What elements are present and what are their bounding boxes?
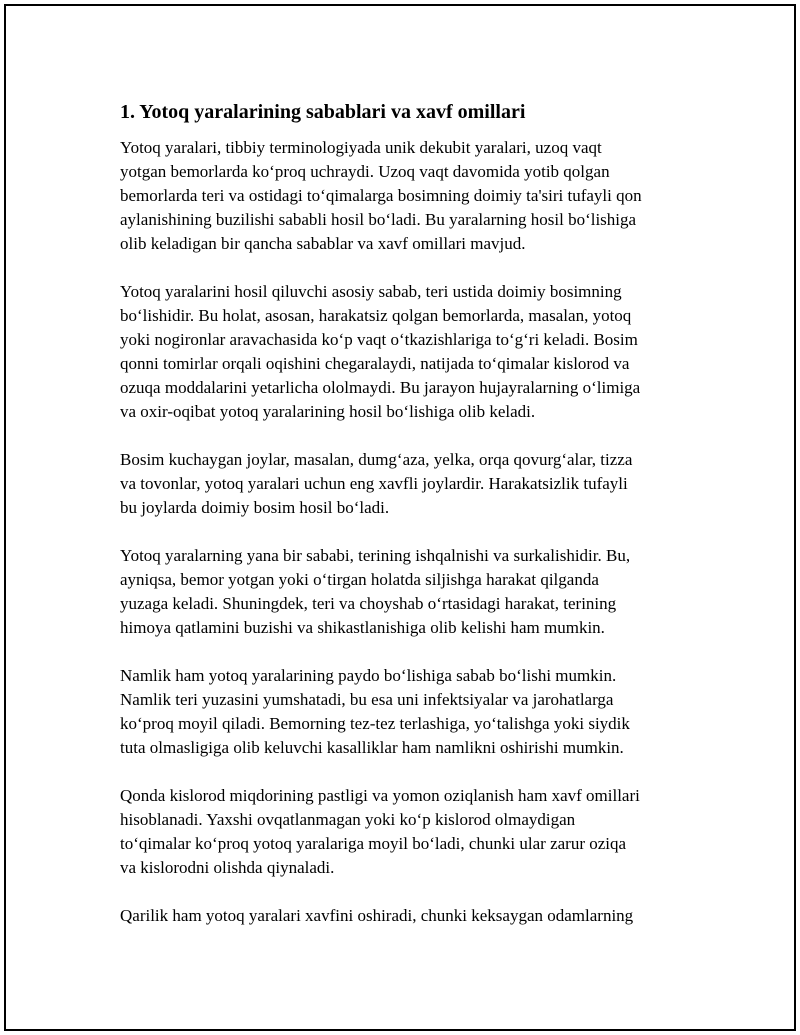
- text-line: hisoblanadi. Yaxshi ovqatlanmagan yoki ko‘p kislorod olmaydigan: [120, 810, 576, 829]
- text-line: bo‘lishidir. Bu holat, asosan, harakatsiz qolgan bemorlarda, masalan, yotoq: [120, 306, 632, 325]
- paragraph: [120, 544, 700, 640]
- text-line: aylanishining buzilishi sababli hosil bo‘ladi. Bu yaralarning hosil bo‘lishiga: [120, 210, 637, 229]
- text-line: bu joylarda doimiy bosim hosil bo‘ladi.: [120, 498, 390, 517]
- text-line: bemorlarda teri va ostidagi to‘qimalarga bosimning doimiy ta'siri tufayli qon: [120, 186, 642, 205]
- text-line: ayniqsa, bemor yotgan yoki o‘tirgan holatda siljishga harakat qilganda: [120, 570, 599, 589]
- document-body: [120, 100, 700, 952]
- text-line: va tovonlar, yotoq yaralari uchun eng xavfli joylardir. Harakatsizlik tufayli: [120, 474, 628, 493]
- text-line: va oxir-oqibat yotoq yaralarining hosil bo‘lishiga olib keladi.: [120, 402, 536, 421]
- text-line: Bosim kuchaygan joylar, masalan, dumg‘aza, yelka, orqa qovurg‘alar, tizza: [120, 450, 633, 469]
- section-heading: 1. Yotoq yaralarining sabablari va xavf omillari: [120, 101, 526, 123]
- text-line: Yotoq yaralarning yana bir sababi, terining ishqalnishi va surkalishidir. Bu,: [120, 546, 631, 565]
- text-line: va kislorodni olishda qiynaladi.: [120, 858, 335, 877]
- paragraph: [120, 280, 700, 424]
- text-line: yotgan bemorlarda ko‘proq uchraydi. Uzoq vaqt davomida yotib qolgan: [120, 162, 610, 181]
- text-line: ko‘proq moyil qiladi. Bemorning tez-tez terlashiga, yo‘talishga yoki siydik: [120, 714, 630, 733]
- text-line: qonni tomirlar orqali oqishini chegaralaydi, natijada to‘qimalar kislorod va: [120, 354, 630, 373]
- text-line: Yotoq yaralarini hosil qiluvchi asosiy sabab, teri ustida doimiy bosimning: [120, 282, 622, 301]
- paragraph: [120, 448, 700, 520]
- text-line: Namlik teri yuzasini yumshatadi, bu esa uni infektsiyalar va jarohatlarga: [120, 690, 614, 709]
- paragraph: [120, 664, 700, 760]
- text-line: yoki nogironlar aravachasida ko‘p vaqt o‘tkazishlariga to‘g‘ri keladi. Bosim: [120, 330, 638, 349]
- text-line: Yotoq yaralari, tibbiy terminologiyada unik dekubit yaralari, uzoq vaqt: [120, 138, 602, 157]
- document-page: [4, 4, 796, 1031]
- paragraph-container: [120, 136, 700, 928]
- text-line: ozuqa moddalarini yetarlicha ololmaydi. Bu jarayon hujayralarning o‘limiga: [120, 378, 641, 397]
- text-line: tuta olmasligiga olib keluvchi kasalliklar ham namlikni oshirishi mumkin.: [120, 738, 624, 757]
- paragraph: [120, 784, 700, 880]
- text-line: himoya qatlamini buzishi va shikastlanishiga olib kelishi ham mumkin.: [120, 618, 605, 637]
- text-line: Qarilik ham yotoq yaralari xavfini oshiradi, chunki keksaygan odamlarning: [120, 906, 634, 925]
- paragraph: [120, 136, 700, 256]
- paragraph: [120, 904, 700, 928]
- text-line: to‘qimalar ko‘proq yotoq yaralariga moyil bo‘ladi, chunki ular zarur oziqa: [120, 834, 627, 853]
- text-line: Qonda kislorod miqdorining pastligi va yomon oziqlanish ham xavf omillari: [120, 786, 640, 805]
- text-line: Namlik ham yotoq yaralarining paydo bo‘lishiga sabab bo‘lishi mumkin.: [120, 666, 617, 685]
- text-line: yuzaga keladi. Shuningdek, teri va choyshab o‘rtasidagi harakat, terining: [120, 594, 617, 613]
- text-line: olib keladigan bir qancha sabablar va xavf omillari mavjud.: [120, 234, 526, 253]
